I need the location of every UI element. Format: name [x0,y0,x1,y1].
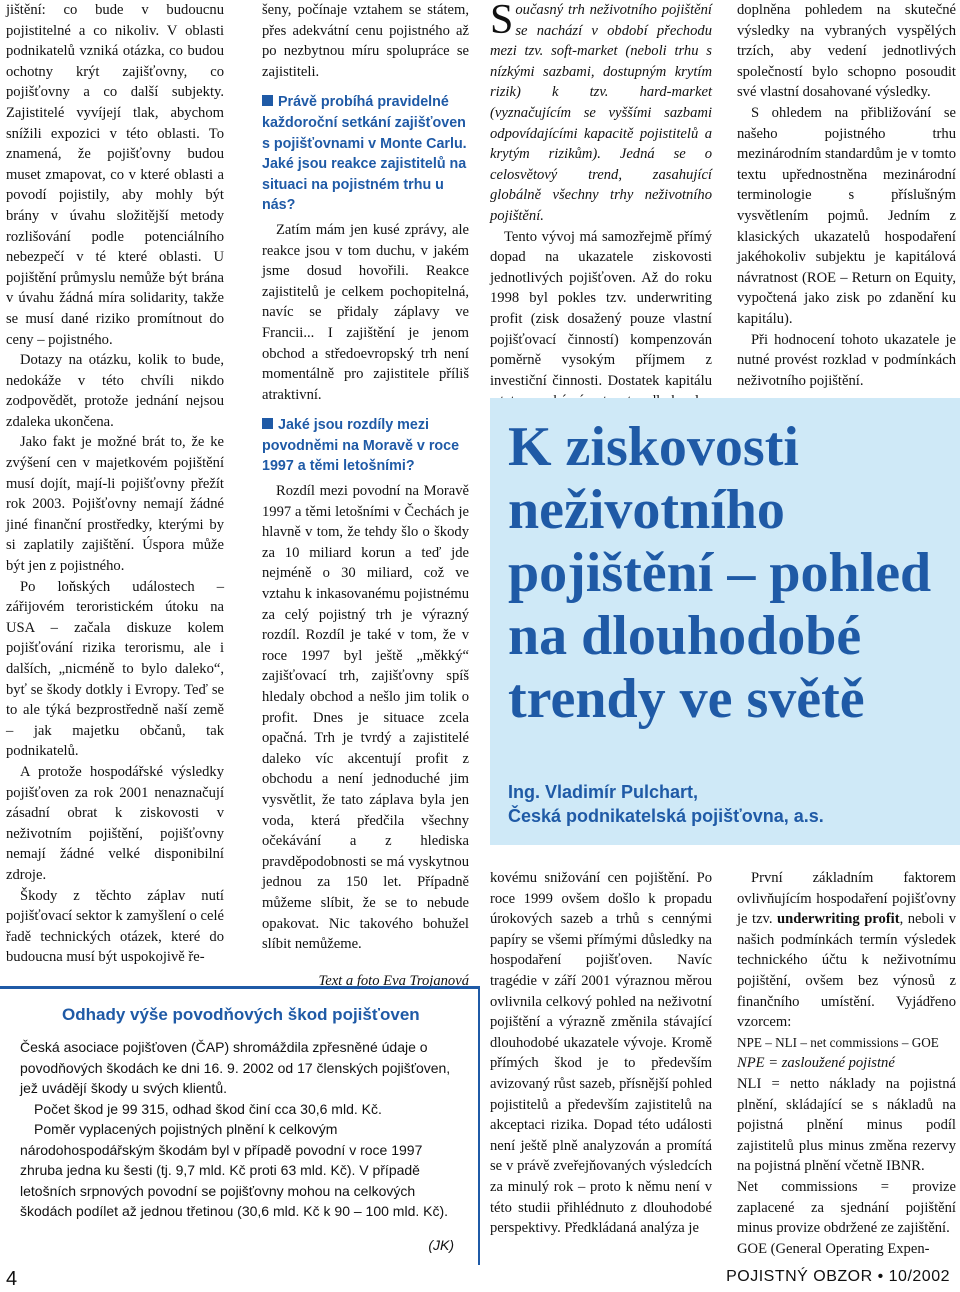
paragraph: Dotazy na otázku, kolik to bude, nedokáže v této chvíli nikdo zodpovědět, protože jednání nejsou zdaleka ukončena. [6,352,224,430]
answer-paragraph: Zatím mám jen kusé zprávy, ale reakce jsou v tom duchu, v jakém jsme dosud hovořili. Reakce zajistitelů je celkem pochopitelná, navíc se přidaly záplavy ve Francii... I zajištění je jenom obchod a středoevropský trh není momentálně pro zajistitele příliš atraktivní. [262,221,469,403]
info-box [0,986,480,1265]
paragraph: Česká asociace pojišťoven (ČAP) shromáždila zpřesněné údaje o povodňových škodách ke dni 16. 9. 2002 od 17 členských pojišťoven, jež uvádějí škody u svých klientů. [20,1039,451,1096]
text-run: , neboli v našich podmínkách termín výsledek technického účtu k neživotnímu pojištění, ovšem bez výnosů z finančního umístění. Vyjádřeno vzorcem: [737,911,956,1031]
author-affiliation: Česká podnikatelská pojišťovna, a.s. [508,806,824,826]
running-footer: POJISTNÝ OBZOR • 10/2002 [726,1268,950,1285]
box-title: Odhady výše povodňových škod pojišťoven [62,1005,420,1024]
paragraph: kovému snižování cen pojištění. Po roce 1999 ovšem došlo k propadu úrokových sazeb a trhů s cennými papíry se všemi přímými důsledky na hospodaření pojišťoven. Navíc tragédie v září 2001 výraznou měrou ovlivnila celkový pohled na neživotní pojištění a výrazně změnila stávající dlouhodobé ukazatele vývoje. Kromě přímých škod je to především avizovaný růst sazeb, přísnější pohled pojistitelů a především zajistitelů na akceptaci rizika. Dopad této události není ještě plně analyzován a promítá se v právě zveřejňovaných výsledcích za minulý rok – proto k němu není v této studii přihlédnuto z dlouhodobé perspektivy. Předkládaná analýza je [490,870,712,1237]
article-column-1 [6,0,224,968]
question-text: Jaké jsou rozdíly mezi povodněmi na Moravě v roce 1997 a těmi letošními? [262,417,460,475]
text-run: První základním faktorem ovlivňujícím hospodaření pojišťovny je tzv. [737,870,956,928]
interview-question [262,415,469,477]
paragraph: A protože hospodářské výsledky pojišťoven za rok 2001 nenaznačují zásadní obrat k ziskovosti v neživotním pojištění, pojišťovny nemají žádné velké disponibilní zdroje. [6,763,224,883]
article-column-2 [262,0,469,991]
square-bullet-icon [262,95,273,106]
article-column-3-top [490,0,712,412]
headline: K ziskovosti neživotního pojištění – pohled na dlouhodobé trendy ve světě [508,416,932,730]
question-text: Právě probíhá pravidelné každoroční setkání zajišťoven s pojišťovnami v Monte Carlu. Jaké jsou reakce zajistitelů na situaci na pojistném trhu u nás? [262,94,467,214]
author-byline [508,780,948,828]
box-signature: (JK) [428,1237,454,1253]
term: underwriting profit [777,911,900,928]
definition-goe: GOE (General Operating Expen- [737,1240,930,1257]
definition-nli: NLI = netto náklady na pojistná plnění, skládající se s nákladů na pojistná plnění minus podíl zajistitelů plus minus změna rezervy na pojistná plnění včetně IBNR. [737,1075,956,1175]
article-column-4-bottom [737,868,956,1259]
interview-question [262,92,469,216]
drop-cap: S [490,0,514,43]
paragraph: jištění: co bude v budoucnu pojistitelné a co nikoliv. V oblasti podnikatelů vzniká otázka, co budou ochotny krýt zajišťovny, co pojišťovny a co další subjekty. Zajistitelé vyvíjejí tlak, abychom snížili expozici v této oblasti. To znamená, že pojišťovny budou muset zmapovat, co v které oblasti a povodí pojistily, aby mohly být brány v úvahu složitější metody rozlišování podle potenciálního nebezpečí v té které oblasti. U pojištění průmyslu nemůže být brána v úvahu žádná míra solidarity, takže se musí dané riziko promítnout do ceny – pojistného. [6,2,224,348]
definition-net-commissions: Net commissions = provize zaplacené za sjednání pojištění minus provize obdržené ze zajištění. [737,1178,956,1237]
lead-paragraph [490,0,712,227]
box-body [20,1037,460,1222]
paragraph: šeny, počínaje vztahem se státem, přes adekvátní cenu pojistného až po nezbytnou míru spolupráce se zajistiteli. [262,2,469,80]
square-bullet-icon [262,418,273,429]
paragraph: Při hodnocení tohoto ukazatele je nutné provést rozklad v podmínkách neživotního pojištění. [737,331,956,389]
article-column-3-bottom [490,868,712,1239]
page-number: 4 [6,1268,18,1290]
article-column-4-top [737,0,956,391]
definition-npe: NPE = zasloužené pojistné [737,1055,895,1072]
lead-text: oučasný trh neživotního pojištění se nachází v období přechodu mezi tzv. soft-market (neboli trhu s nízkými sazbami, dostupným krytím rizik) k tzv. hard-market (vyznačujícím se vyššími sazbami odpovídajícími kapacitě pojistitelů a krytým rizikům). Jedná se o celosvětový trend, zasahující globálně všechny trhy neživotního pojištění. [490,2,712,224]
paragraph [737,868,956,1033]
paragraph: Jako fakt je možné brát to, že ke zvýšení cen v majetkovém pojištění musí dojít, mají-li pojišťovny přežít rok 2003. Pojišťovny nemají žádné jiné finanční prostředky, kterými by si zaplatily zajištění. Úspora může být jen z pojistného. [6,434,224,575]
paragraph: S ohledem na přibližování se našeho pojistného trhu mezinárodním standardům je v tomto textu upřednostněna mezinárodní terminologie s příslušným vysvětlením pojmů. Jedním z klasických ukazatelů hospodaření jakéhokoliv subjektu je kapitálová návratnost (ROE – Return on Equity, vypočtená jako zisk po zdanění ku kapitálu). [737,104,956,327]
headline-panel [490,398,960,845]
formula: NPE – NLI – net commissions – GOE [737,1034,939,1050]
author-signature: Text a foto Eva Trojanová [318,972,469,989]
author-name: Ing. Vladimír Pulchart, [508,782,699,802]
paragraph: Škody z těchto záplav nutí pojišťovací sektor k zamyšlení o celé řadě technických otázek, které do budoucna musí být uspokojivě ře- [6,887,224,966]
answer-paragraph: Rozdíl mezi povodní na Moravě 1997 a těmi letošními v Čechách je hlavně v tom, že tehdy šlo o škody za 10 miliard korun a teď jde nejméně o 30 miliard, což ve vztahu k inkasovanému pojistnému za celý pojistný trh je výrazný rozdíl. Rozdíl je také v tom, že v roce 1997 byl ještě „měkký“ zajišťovací trh, zajišťovny spíš hledaly obchod a nešlo jim tolik o profit. Dnes je situace zcela opačná. Trh je tvrdý a zajistitelé daleko víc akcentují profit z obchodu a není jednoduché jim vysvětlit, že tato záplava byla jen voda, která předčila všechny očekávání a z hlediska pravděpodobnosti se má vyskytnou jednou za 150 let. Případně můžeme slíbit, že se to nebude opakovat. Nic takového bohužel slíbit nemůžeme. [262,483,469,953]
paragraph: Poměr vyplacených pojistných plnění k celkovým národohospodářským škodám byl v případě povodní v roce 1997 zhruba jedna ku šesti (tj. 9,7 mld. Kč proti 63 mld. Kč). V případě letošních srpnových povodní se pojišťovny mohou na celkových škodách podílet až jednou třetinou (30,6 mld. Kč k 90 – 100 mld. Kč). [20,1121,449,1219]
paragraph: Po loňských událostech – zářijovém teroristickém útoku na USA – začala diskuze kolem pojišťování rizika terorismu, ale i dalších, „nicméně to bylo daleko“, byť se škody dotkly i Evropy. Teď se to ale týká bezprostředně naší země – jak majetku občanů, tak podnikatelů. [6,578,224,760]
paragraph: Tento vývoj má samozřejmě přímý dopad na ukazatele ziskovosti jednotlivých pojišťoven. Až do roku 1998 byl pokles tzv. underwriting profit (zisk dosažený pouze vlastní pojišťovací činností) kompenzován poměrně vysokým příjmem z investiční činnosti. Dostatek kapitálu [490,228,712,389]
paragraph: doplněna pohledem na skutečné výsledky na vybraných vyspělých trzích, aby vedení jednotlivých společností bylo schopno posoudit své vlastní dosahované výsledky. [737,2,956,101]
paragraph: Počet škod je 99 315, odhad škod činí cca 30,6 mld. Kč. [34,1100,382,1117]
